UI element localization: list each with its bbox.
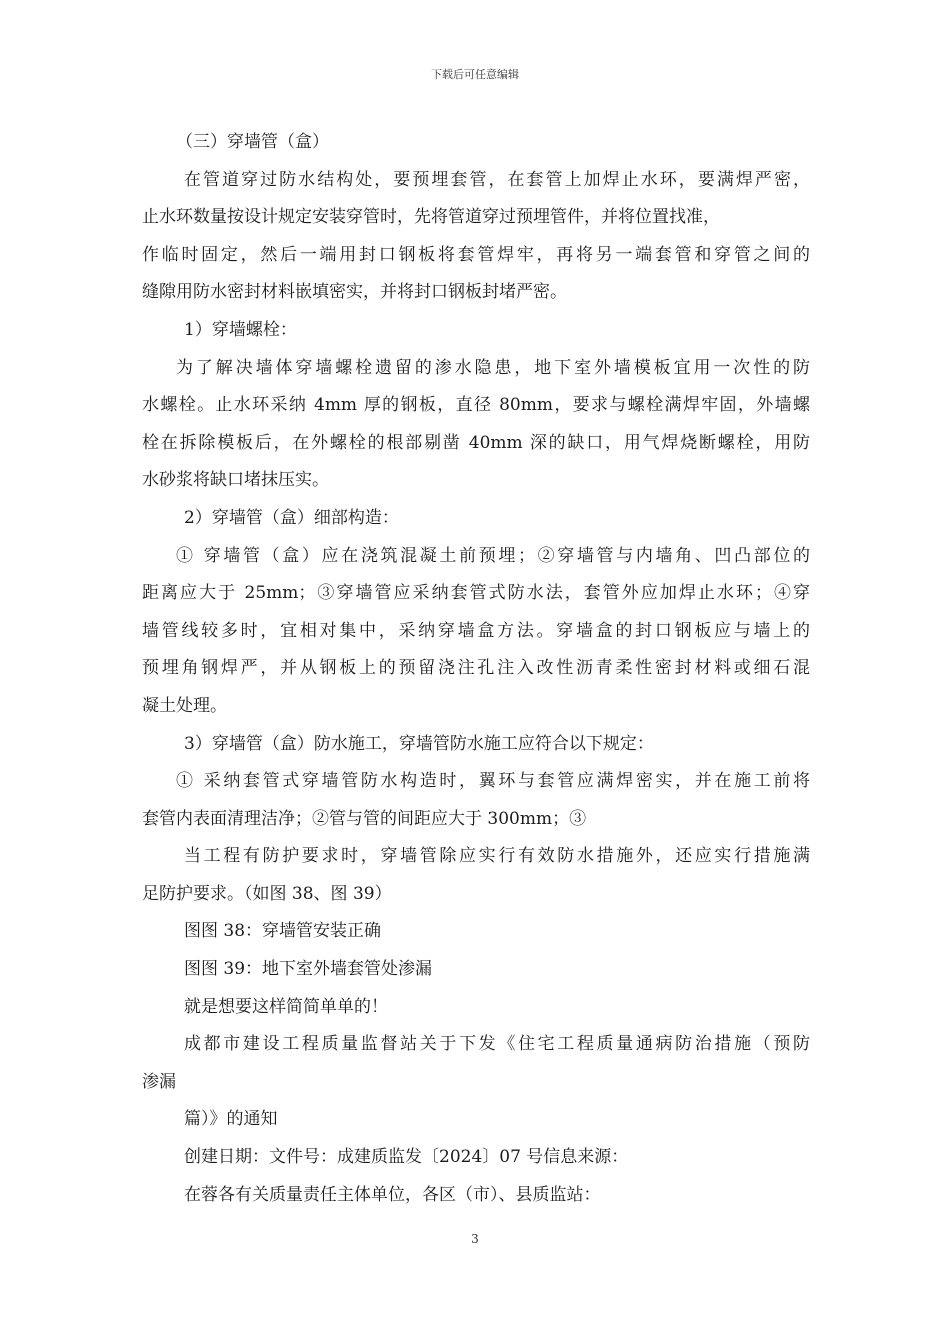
text-line: 创建日期：文件号：成建质监发〔2024〕07 号信息来源： bbox=[184, 1147, 629, 1168]
text-line: ① 采纳套管式穿墙管防水构造时，翼环与套管应满焊密实，并在施工前将 bbox=[176, 771, 810, 792]
text-line: 距离应大于 25mm；③穿墙管应采纳套管式防水法，套管外应加焊止水环；④穿 bbox=[142, 583, 810, 604]
page-number: 3 bbox=[471, 1232, 479, 1246]
document-body bbox=[142, 124, 810, 1214]
text-line: 图图 39：地下室外墙套管处渗漏 bbox=[184, 959, 433, 980]
text-line: 墙管线较多时，宜相对集中，采纳穿墙盒方法。穿墙盒的封口钢板应与墙上的 bbox=[142, 620, 810, 641]
text-line: 凝土处理。 bbox=[142, 695, 227, 716]
text-line: 足防护要求。（如图 38、图 39） bbox=[142, 883, 392, 904]
text-line: 成都市建设工程质量监督站关于下发《住宅工程质量通病防治措施（预防 bbox=[184, 1034, 810, 1055]
text-line: 就是想要这样简简单单的！ bbox=[184, 996, 388, 1017]
text-line: 渗漏 bbox=[142, 1071, 176, 1092]
text-line: 1）穿墙螺栓： bbox=[184, 319, 297, 340]
text-line: 篇）》的通知 bbox=[184, 1109, 278, 1130]
text-line: 水砂浆将缺口堵抹压实。 bbox=[142, 470, 329, 491]
text-line: 套管内表面清理洁净；②管与管的间距应大于 300mm；③ bbox=[142, 808, 587, 829]
text-line: 图图 38：穿墙管安装正确 bbox=[184, 921, 382, 942]
text-line: 止水环数量按设计规定安装穿管时，先将管道穿过预埋管件，并将位置找准， bbox=[142, 207, 720, 228]
text-line: （三）穿墙管（盒） bbox=[176, 132, 329, 152]
text-line: 栓在拆除模板后，在外螺栓的根部剔凿 40mm 深的缺口，用气焊烧断螺栓，用防 bbox=[142, 432, 810, 453]
text-line: 缝隙用防水密封材料嵌填密实，并将封口钢板封堵严密。 bbox=[142, 282, 567, 303]
text-line: 当工程有防护要求时，穿墙管除应实行有效防水措施外，还应实行措施满 bbox=[184, 846, 810, 867]
text-line: ① 穿墙管（盒）应在浇筑混凝土前预埋；②穿墙管与内墙角、凹凸部位的 bbox=[176, 545, 810, 566]
text-line: 水螺栓。止水环采纳 4mm 厚的钢板，直径 80mm，要求与螺栓满焊牢固，外墙螺 bbox=[142, 395, 810, 416]
text-line: 在管道穿过防水结构处，要预埋套管，在套管上加焊止水环，要满焊严密， bbox=[184, 169, 810, 190]
text-line: 在蓉各有关质量责任主体单位，各区（市）、县质监站： bbox=[184, 1184, 601, 1205]
text-line: 2）穿墙管（盒）细部构造： bbox=[184, 507, 399, 528]
page-header: 下载后可任意编辑 bbox=[431, 68, 519, 81]
text-line: 为了解决墙体穿墙螺栓遗留的渗水隐患，地下室外墙模板宜用一次性的防 bbox=[176, 357, 810, 378]
text-line: 作临时固定，然后一端用封口钢板将套管焊牢，再将另一端套管和穿管之间的 bbox=[142, 244, 810, 265]
text-line: 预埋角钢焊严，并从钢板上的预留浇注孔注入改性沥青柔性密封材料或细石混 bbox=[142, 658, 810, 679]
text-line: 3）穿墙管（盒）防水施工，穿墙管防水施工应符合以下规定： bbox=[184, 733, 654, 754]
